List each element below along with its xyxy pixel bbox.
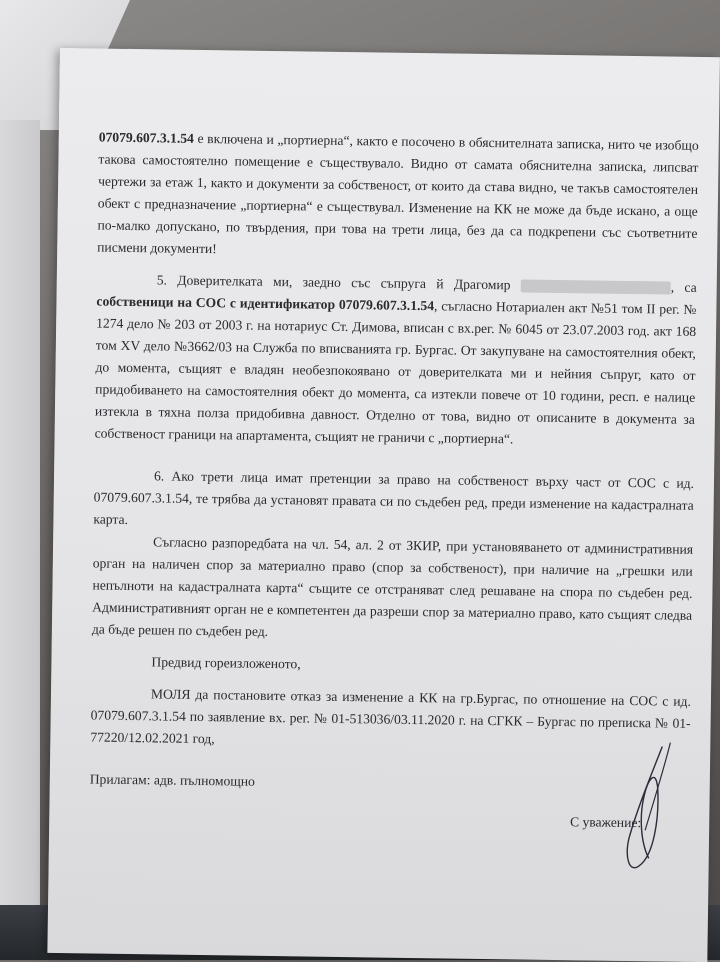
paragraph-intro-text: е включена и „портиерна“, както е посочено в обяснителната записка, нито че изобщо такова самостоятелно помещение е съществувало. Видно от самата обяснителна записка, липсват чертежи за етаж 1, както и документи за собственост, от които да става видно, че такъв самостоятелен обект с предназначение „портиерна“ е съществувал. Изменение на КК не може да бъде искано, а още по-малко допускано, по твърдения, при това на трети лица, без да са подкрепени със съответните писмени документи! (97, 130, 699, 257)
paragraph-5 (94, 269, 696, 453)
paragraph-given: Предвид гореизложеното, (151, 654, 301, 672)
paragraph-5-lead: 5. Доверителката ми, заедно със съпруга й Драгомир (156, 272, 511, 293)
signature-image (598, 738, 690, 889)
document-page (47, 48, 720, 962)
signature-block (89, 790, 690, 858)
paragraph-law: Съгласно разпоредбата на чл. 54, ал. 2 от ЗКИР, при установяването от административния орган на наличен спор за материално право (спор за собственост), при наличие на „грешки или непълноти на кадастралната карта“ същите се отстраняват след решаване на спора по съдебен ред. Административният орган не е компетентен да разреши спор за материално право, като същият следва да бъде решен по съдебен ред. (91, 534, 694, 639)
paragraph-5-text: , съгласно Нотариален акт №51 том II рег. № 1274 дело № 203 от 2003 г. на нотариус Ст. Димова, вписан с вх.рег. № 6045 от 23.07.2003 год. акт 168 том XV дело №3662/03 на Служба по вписванията гр. Бургас. От закупуване на самостоятелния обект, до момента, същият е владян необезпокоявано от доверителката ми и нейния съпруг, като от придобиването на самостоятелния обект до момента, са изтекли повече от 10 години, респ. е налице изтекла в тяхна полза придобивна давност. Отделно от това, видно от описаните в документа за собственост граници на апартамента, същият не граничи с „портиерна“. (94, 298, 697, 447)
background-paper-stack (0, 120, 40, 960)
paragraph-request: МОЛЯ да постановите отказ за изменение а КК на гр.Бургас, по отношение на СОС с ид. 07079.607.3.1.54 по заявление вх. рег. № 01-513036/03.11.2020 г. на СГКК – Бургас по преписка № 01-77220/12.02.2021 год, (90, 686, 692, 747)
closing-label: С уважение: (569, 814, 642, 831)
paragraph-5-bold: собственици на СОС с идентификатор 07079.607.3.1.54 (96, 293, 435, 314)
paragraph-6: 6. Ако трети лица имат претенции за право на собственост върху част от СОС с ид. 07079.607.3.1.54, те трябва да установят правата си по съдебен ред, преди изменение на кадастралната карта. (93, 468, 695, 527)
paragraph-5-after-redact: , са (670, 279, 697, 295)
identifier-code: 07079.607.3.1.54 (98, 129, 195, 146)
paragraph-intro (97, 127, 699, 267)
attachments-line: Прилагам: адв. пълномощно (89, 771, 255, 789)
redacted-surname (521, 280, 671, 295)
document-body (89, 127, 699, 859)
